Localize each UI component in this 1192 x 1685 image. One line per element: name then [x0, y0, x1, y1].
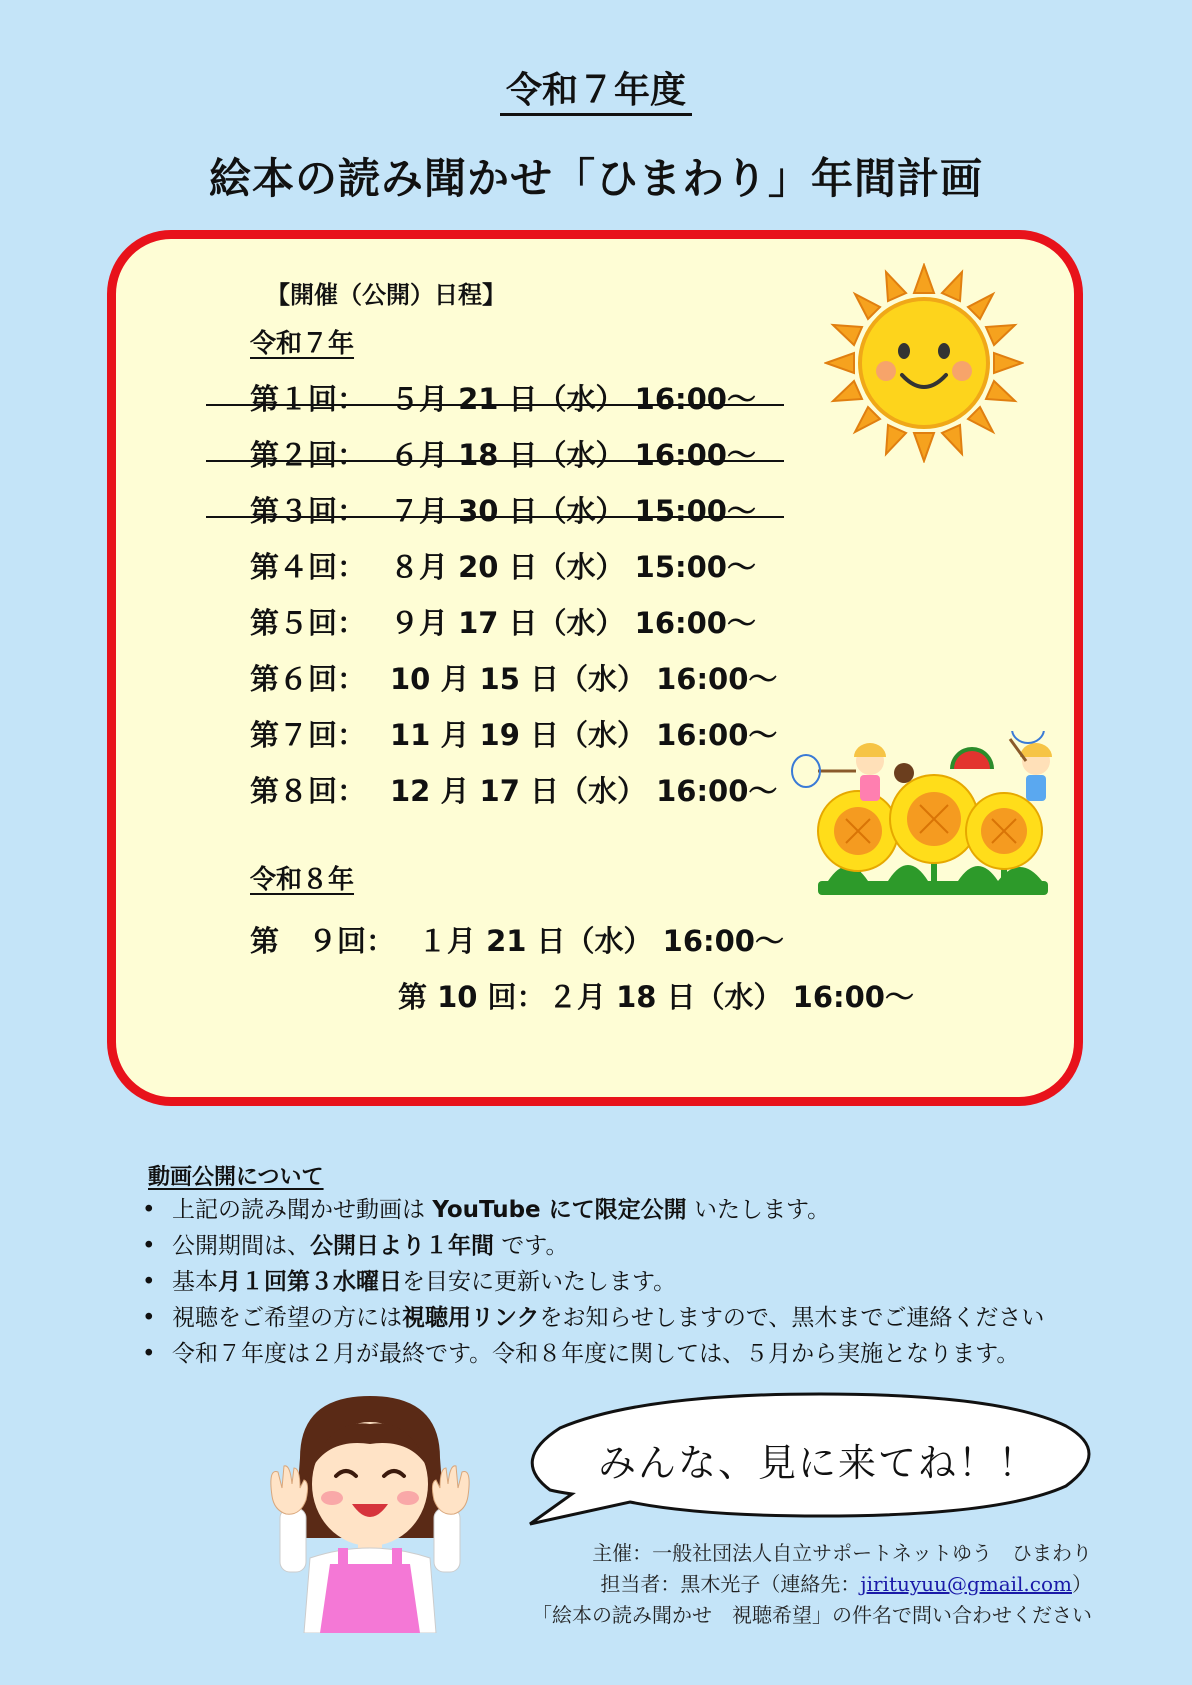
session-row: 第４回： ８月 20 日（水） 15:00～: [250, 550, 756, 584]
fiscal-year-heading: 令和７年度: [0, 62, 1192, 113]
speech-bubble-text: みんな、見に来てね！！: [597, 1441, 1038, 1485]
era-reiwa8-label: 令和８年: [250, 865, 355, 895]
session-row: 第５回： ９月 17 日（水） 16:00～: [250, 606, 756, 640]
session-row: 第６回： 10 月 15 日（水） 16:00～: [250, 662, 778, 696]
notice-item: • 上記の読み聞かせ動画は YouTube にて限定公開 いたします。: [138, 1192, 1044, 1228]
footer-contact: [532, 1538, 1092, 1631]
session-row: 第１回： ５月 21 日（水） 16:00～: [250, 377, 756, 418]
contact-line: 担当者：黒木光子（連絡先：jirituyuu@gmail.com）: [600, 1572, 1092, 1596]
session-row: 第３回： ７月 30 日（水） 15:00～: [250, 489, 756, 530]
inquiry-note: 「絵本の読み聞かせ 視聴希望」の件名で問い合わせください: [532, 1603, 1092, 1627]
notice-heading: 動画公開について: [148, 1165, 324, 1190]
session-row: 第２回： ６月 18 日（水） 16:00～: [250, 433, 756, 474]
schedule-heading: 【開催（公開）日程】: [266, 281, 506, 309]
girl-illustration: [260, 1388, 480, 1633]
session-row: 第 10 回：２月 18 日（水） 16:00～: [398, 980, 914, 1014]
session-row: 第７回： 11 月 19 日（水） 16:00～: [250, 718, 778, 752]
notice-item: • 基本月１回第３水曜日を目安に更新いたします。: [138, 1264, 1044, 1300]
era-reiwa7-label: 令和７年: [250, 329, 355, 359]
sun-illustration: [824, 263, 1024, 463]
schedule-panel: [107, 230, 1083, 1106]
session-row: 第 ９回： １月 21 日（水） 16:00～: [250, 924, 784, 958]
notice-list: [138, 1192, 1044, 1372]
session-row: 第８回： 12 月 17 日（水） 16:00～: [250, 774, 778, 808]
organizer-line: 主催：一般社団法人自立サポートネットゆう ひまわり: [592, 1541, 1092, 1565]
notice-item: • 令和７年度は２月が最終です。令和８年度に関しては、５月から実施となります。: [138, 1336, 1044, 1372]
page-title: 絵本の読み聞かせ「ひまわり」年間計画: [208, 154, 983, 203]
email-link[interactable]: jirituyuu@gmail.com: [860, 1572, 1072, 1596]
notice-item: • 公開期間は、公開日より１年間 です。: [138, 1228, 1044, 1264]
children-sunflowers-illustration: [788, 731, 1068, 901]
notice-item: • 視聴をご希望の方には視聴用リンクをお知らせしますので、黒木までご連絡ください: [138, 1300, 1044, 1336]
